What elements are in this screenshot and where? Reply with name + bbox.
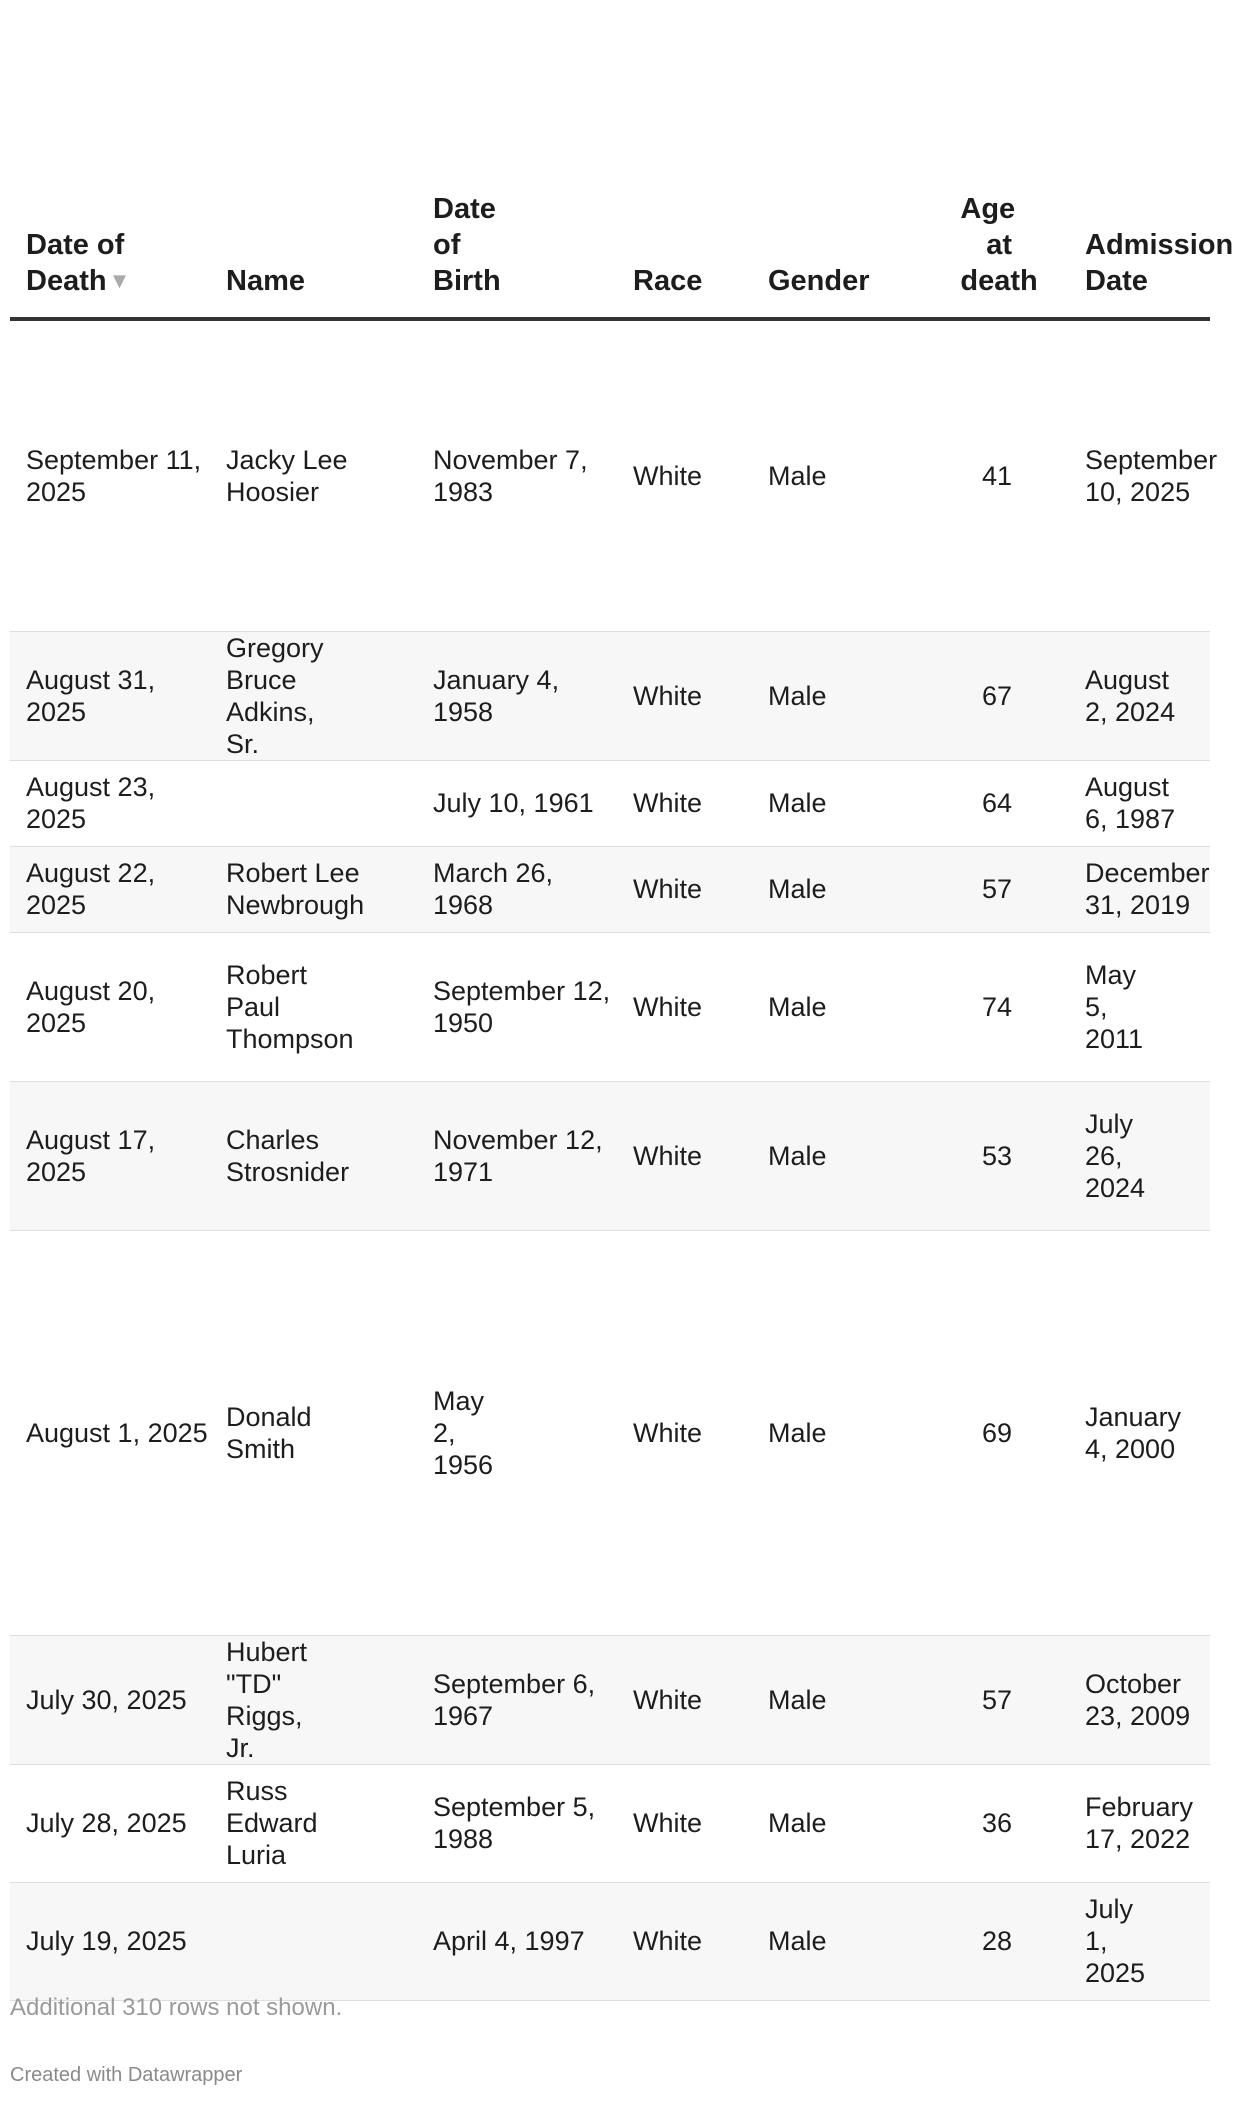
cell-name-text: Gregory Bruce Adkins, Sr. <box>226 632 324 759</box>
table-row <box>10 760 1210 846</box>
cell-date-of-birth <box>417 1230 617 1635</box>
header-gender-label: Gender <box>768 265 870 297</box>
cell-age-at-death: 41 <box>912 319 1020 631</box>
cell-admission-date <box>1020 631 1210 760</box>
datawrapper-credit-link[interactable]: Created with Datawrapper <box>10 2064 243 2086</box>
header-name-label: Name <box>226 265 305 297</box>
cell-age-at-death: 28 <box>912 1882 1020 2000</box>
cell-age-at-death: 36 <box>912 1764 1020 1882</box>
table-row <box>10 1882 1210 2000</box>
cell-name: Charles Strosnider <box>210 1081 417 1230</box>
cell-admission-date-text: February 17, 2022 <box>1085 1792 1194 1854</box>
cell-admission-date <box>1020 1230 1210 1635</box>
cell-gender: Male <box>752 1764 912 1882</box>
header-date-of-birth-label: Date of Birth <box>433 193 501 297</box>
cell-name: Robert Lee Newbrough <box>210 846 417 932</box>
cell-admission-date-text: May 5, 2011 <box>1085 959 1144 1054</box>
cell-admission-date <box>1020 760 1210 846</box>
table-row <box>10 846 1210 932</box>
cell-date-of-birth: July 10, 1961 <box>417 760 617 846</box>
cell-date-of-birth: March 26, 1968 <box>417 846 617 932</box>
cell-admission-date-text: July 1, 2025 <box>1085 1894 1146 1988</box>
cell-date-of-death: July 19, 2025 <box>10 1882 210 2000</box>
cell-admission-date-text: July 26, 2024 <box>1085 1108 1146 1203</box>
cell-date-of-death: July 28, 2025 <box>10 1764 210 1882</box>
cell-gender: Male <box>752 932 912 1081</box>
cell-admission-date <box>1020 1635 1210 1764</box>
cell-date-of-birth: September 12, 1950 <box>417 932 617 1081</box>
deaths-table <box>10 0 1233 2001</box>
header-race-label: Race <box>633 265 703 297</box>
cell-date-of-death: September 11, 2025 <box>10 319 210 631</box>
cell-date-of-death: August 31, 2025 <box>10 631 210 760</box>
cell-date-of-birth: January 4, 1958 <box>417 631 617 760</box>
cell-gender: Male <box>752 1081 912 1230</box>
cell-admission-date <box>1020 846 1210 932</box>
header-name[interactable] <box>210 0 417 319</box>
table-row <box>10 1635 1210 1764</box>
table-body <box>10 319 1218 2000</box>
datawrapper-table-container <box>10 0 1233 2001</box>
cell-date-of-death: August 1, 2025 <box>10 1230 210 1635</box>
cell-admission-date-text: August 6, 1987 <box>1085 772 1176 834</box>
cell-name-text: Russ Edward Luria <box>226 1776 318 1870</box>
header-race[interactable] <box>617 0 752 319</box>
cell-age-at-death: 53 <box>912 1081 1020 1230</box>
cell-admission-date-text: September 10, 2025 <box>1085 444 1218 507</box>
cell-name-text: Donald Smith <box>226 1401 312 1464</box>
cell-name: Jacky Lee Hoosier <box>210 319 417 631</box>
cell-admission-date <box>1020 1882 1210 2000</box>
cell-admission-date <box>1020 319 1218 631</box>
cell-race: White <box>617 1230 752 1635</box>
table-row <box>10 932 1210 1081</box>
cell-name <box>210 1764 417 1882</box>
cell-gender: Male <box>752 1230 912 1635</box>
cell-name-text: Hubert "TD" Riggs, Jr. <box>226 1636 308 1763</box>
cell-race: White <box>617 1882 752 2000</box>
cell-age-at-death: 57 <box>912 1635 1020 1764</box>
cell-date-of-death: August 17, 2025 <box>10 1081 210 1230</box>
cell-gender: Male <box>752 760 912 846</box>
cell-race: White <box>617 1764 752 1882</box>
cell-race: White <box>617 1635 752 1764</box>
cell-name <box>210 1635 417 1764</box>
cell-admission-date <box>1020 932 1210 1081</box>
cell-race: White <box>617 1081 752 1230</box>
cell-admission-date-text: December 31, 2019 <box>1085 858 1210 920</box>
cell-admission-date-text: August 2, 2024 <box>1085 664 1176 727</box>
table-row <box>10 1230 1210 1635</box>
cell-date-of-death: August 22, 2025 <box>10 846 210 932</box>
cell-age-at-death: 74 <box>912 932 1020 1081</box>
cell-date-of-death: August 20, 2025 <box>10 932 210 1081</box>
cell-date-of-birth: November 12, 1971 <box>417 1081 617 1230</box>
cell-name <box>210 760 417 846</box>
header-row <box>10 0 1210 319</box>
cell-age-at-death: 69 <box>912 1230 1020 1635</box>
cell-admission-date-text: January 4, 2000 <box>1085 1401 1182 1464</box>
table-row <box>10 1764 1210 1882</box>
cell-gender: Male <box>752 846 912 932</box>
header-admission-date[interactable] <box>1020 0 1233 319</box>
rows-not-shown-note: Additional 310 rows not shown. <box>10 1994 343 2021</box>
table-row <box>10 1081 1210 1230</box>
cell-name <box>210 1230 417 1635</box>
cell-name <box>210 631 417 760</box>
header-age-at-death[interactable] <box>912 0 1038 319</box>
cell-admission-date-text: October 23, 2009 <box>1085 1668 1191 1731</box>
cell-age-at-death: 67 <box>912 631 1020 760</box>
cell-admission-date <box>1020 1081 1210 1230</box>
header-gender[interactable] <box>752 0 912 319</box>
sort-descending-icon[interactable]: ▼ <box>108 268 131 293</box>
cell-date-of-death: August 23, 2025 <box>10 760 210 846</box>
header-date-of-death[interactable] <box>10 0 210 319</box>
cell-gender: Male <box>752 319 912 631</box>
header-age-at-death-label: Age at death <box>960 193 1038 297</box>
cell-date-of-death: July 30, 2025 <box>10 1635 210 1764</box>
cell-date-of-birth-text: May 2, 1956 <box>433 1385 494 1480</box>
cell-gender: Male <box>752 631 912 760</box>
cell-name <box>210 1882 417 2000</box>
cell-gender: Male <box>752 1882 912 2000</box>
header-admission-date-label: Admission Date <box>1085 229 1233 297</box>
cell-race: White <box>617 631 752 760</box>
table-header <box>10 0 1233 319</box>
cell-name-text: Robert Paul Thompson <box>226 959 354 1054</box>
cell-name <box>210 932 417 1081</box>
cell-race: White <box>617 932 752 1081</box>
table-row <box>10 631 1210 760</box>
cell-race: White <box>617 760 752 846</box>
header-date-of-death-label: Date of Death <box>26 229 125 297</box>
cell-gender: Male <box>752 1635 912 1764</box>
cell-admission-date <box>1020 1764 1210 1882</box>
cell-date-of-birth: September 5, 1988 <box>417 1764 617 1882</box>
cell-race: White <box>617 846 752 932</box>
cell-age-at-death: 64 <box>912 760 1020 846</box>
cell-date-of-birth: September 6, 1967 <box>417 1635 617 1764</box>
cell-age-at-death: 57 <box>912 846 1020 932</box>
cell-date-of-birth: April 4, 1997 <box>417 1882 617 2000</box>
cell-date-of-birth: November 7, 1983 <box>417 319 617 631</box>
table-row <box>10 319 1210 631</box>
cell-race: White <box>617 319 752 631</box>
header-date-of-birth[interactable] <box>417 0 617 319</box>
